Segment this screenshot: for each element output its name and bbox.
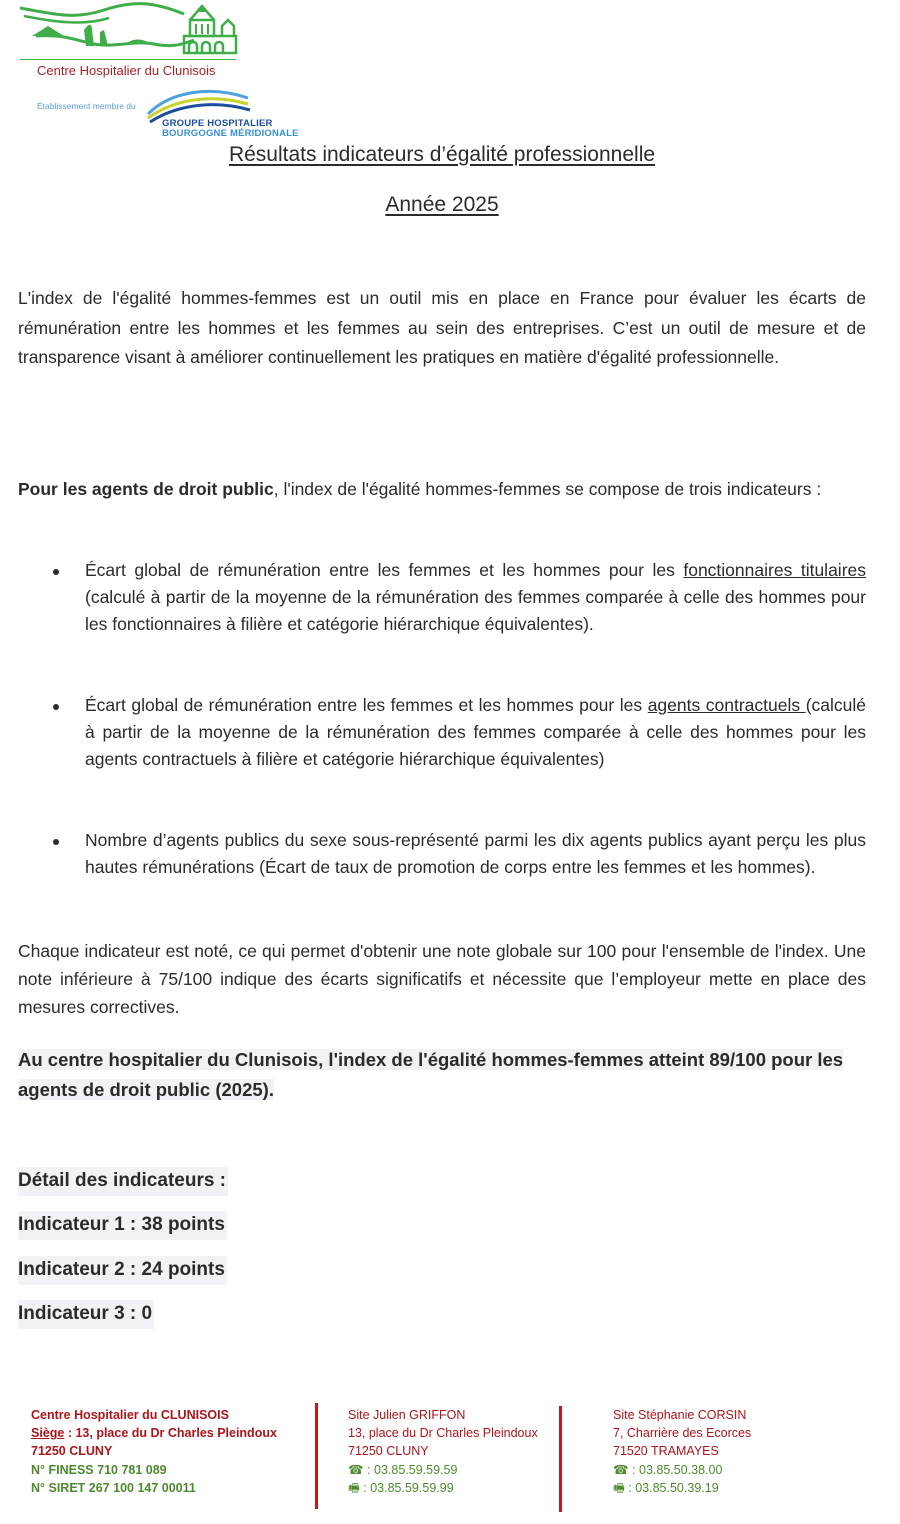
landscape-abbey-logo-icon <box>14 0 254 60</box>
footer-site-griffon <box>348 1406 538 1497</box>
result-statement: Au centre hospitalier du Clunisois, l'index de l'égalité hommes-femmes atteint 89/100 pour les agents de droit public (2025). <box>18 1049 844 1100</box>
footer-siret: N° SIRET 267 100 147 00011 <box>31 1480 196 1495</box>
bullet-icon <box>53 839 59 845</box>
footer-site1-city: 71250 CLUNY <box>348 1444 429 1459</box>
footer-site2-name: Site Stéphanie CORSIN <box>613 1408 747 1422</box>
footer-site-corsin <box>613 1406 751 1497</box>
indicator-list-item-3: Nombre d’agents publics du sexe sous-représenté parmi les dix agents publics ayant perçu les plus hautes rémunérations (Écart de taux de promotion de corps entre les femmes et les hommes). <box>18 827 866 881</box>
footer-seat <box>31 1406 277 1497</box>
footer-finess: N° FINESS 710 781 089 <box>31 1462 167 1477</box>
page-subtitle-year: Année 2025 <box>385 193 499 216</box>
footer-divider <box>315 1403 318 1509</box>
indicator-2-score: Indicateur 2 : 24 points <box>18 1256 227 1285</box>
logo-member-text: Établissement membre du <box>37 101 136 111</box>
bullet-icon <box>53 704 59 710</box>
phone-icon: ☎ <box>348 1462 364 1477</box>
phone-icon: ☎ <box>613 1462 629 1477</box>
agents-paragraph <box>18 475 866 503</box>
footer-site2-city: 71520 TRAMAYES <box>613 1444 719 1459</box>
intro-paragraph: L'index de l'égalité hommes-femmes est un outil mis en place en France pour évaluer les écarts de rémunération entre les hommes et les femmes au sein des entreprises. C’est un outil de mesure et de transparence visant à améliorer continuellement les pratiques en matière d'égalité professionnelle. <box>18 288 866 367</box>
footer-site1-fax: 🖷 : 03.85.59.59.99 <box>348 1480 454 1495</box>
underlined-term: fonctionnaires titulaires <box>683 560 867 580</box>
footer-seat-address: Siège : 13, place du Dr Charles Pleindoux <box>31 1426 277 1441</box>
detail-title: Détail des indicateurs : <box>18 1167 228 1196</box>
page-title: Résultats indicateurs d’égalité professionnelle <box>228 143 656 166</box>
indicator-list-item-2: Écart global de rémunération entre les femmes et les hommes pour les agents contractuels (calculé à partir de la moyenne de la rémunération des femmes comparée à celle des hommes pour les agents contractuels à filière et catégorie hiérarchique équivalentes) <box>18 692 866 773</box>
indicator-list-item-1: Écart global de rémunération entre les femmes et les hommes pour les fonctionnaires titulaires (calculé à partir de la moyenne de la rémunération des femmes comparée à celle des hommes pour les fonctionnaires à filière et catégorie hiérarchique équivalentes). <box>18 557 866 638</box>
indicator-1-score: Indicateur 1 : 38 points <box>18 1211 227 1240</box>
footer-divider <box>559 1406 562 1512</box>
footer-site1-name: Site Julien GRIFFON <box>348 1408 466 1422</box>
fax-icon: 🖷 <box>348 1480 360 1495</box>
footer-site2-phone: ☎ : 03.85.50.38.00 <box>613 1462 723 1477</box>
logo-group-line2: BOURGOGNE MÉRIDIONALE <box>162 128 299 139</box>
footer-seat-city: 71250 CLUNY <box>31 1444 113 1459</box>
scoring-note-paragraph: Chaque indicateur est noté, ce qui permet d'obtenir une note globale sur 100 pour l'ensemble de l'index. Une note inférieure à 75/100 indique des écarts significatifs et nécessite que l’employeur mette en place des mesures correctives. <box>18 941 866 1017</box>
hospital-logo <box>14 0 304 145</box>
indicator-3-score: Indicateur 3 : 0 <box>18 1300 154 1329</box>
bullet-icon <box>53 569 59 575</box>
logo-group-line1: GROUPE HOSPITALIER <box>162 118 273 129</box>
footer-site2-fax: 🖷 : 03.85.50.39.19 <box>613 1480 719 1495</box>
footer-site2-address: 7, Charrière des Ecorces <box>613 1426 752 1441</box>
agents-bold-label: Pour les agents de droit public <box>18 479 274 499</box>
fax-icon: 🖷 <box>613 1480 625 1495</box>
agents-rest-text: , l'index de l'égalité hommes-femmes se compose de trois indicateurs : <box>273 479 822 499</box>
footer-site1-address: 13, place du Dr Charles Pleindoux <box>348 1426 538 1441</box>
footer-seat-name: Centre Hospitalier du CLUNISOIS <box>31 1408 229 1422</box>
logo-hospital-name: Centre Hospitalier du Clunisois <box>37 63 216 78</box>
footer-site1-phone: ☎ : 03.85.59.59.59 <box>348 1462 458 1477</box>
underlined-term: agents contractuels <box>647 695 806 715</box>
